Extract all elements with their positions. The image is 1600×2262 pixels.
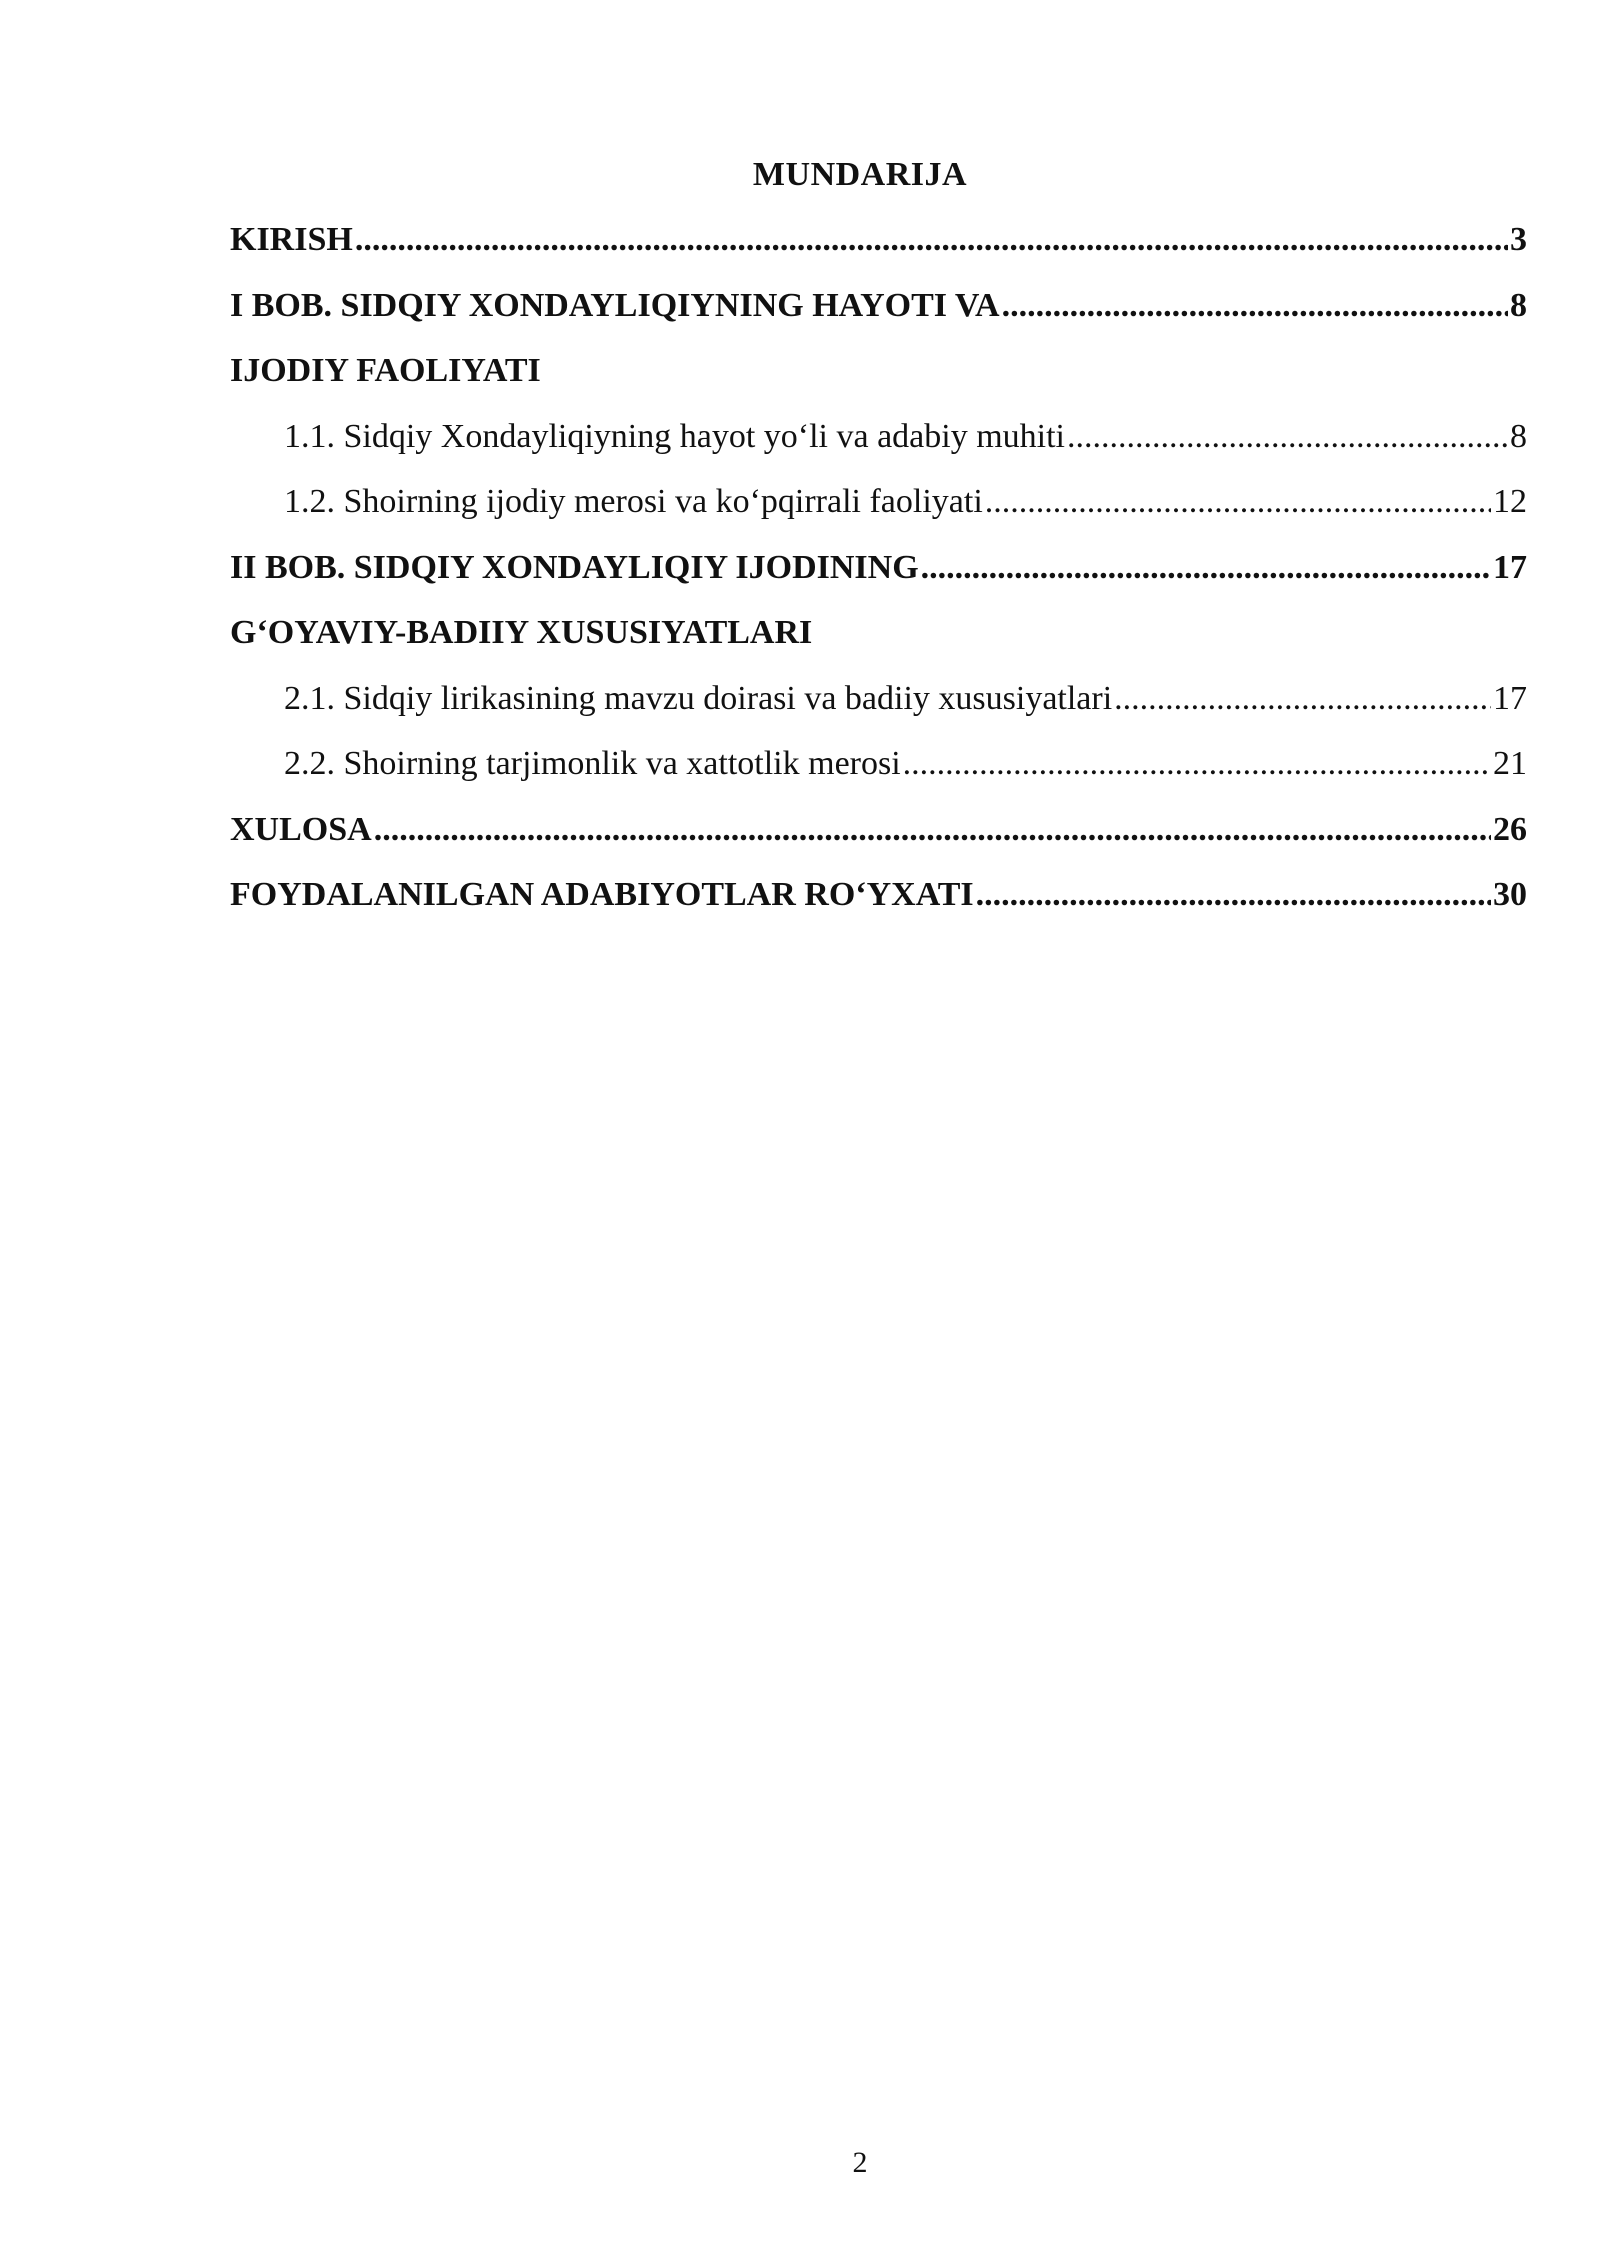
toc-entry-section-1-2 xyxy=(230,479,1527,545)
toc-entry-kirish xyxy=(230,217,1527,283)
toc-entry-label: II BOB. SIDQIY XONDAYLIQIY IJODINING xyxy=(230,548,919,586)
toc-entry-label: IJODIY FAOLIYATI xyxy=(230,352,541,389)
toc-entry-label: I BOB. SIDQIY XONDAYLIQIYNING HAYOTI VA xyxy=(230,286,1000,324)
toc-entry-label: 2.1. Sidqiy lirikasining mavzu doirasi va badiiy xususiyatlari xyxy=(284,679,1113,717)
toc-entry-page: 17 xyxy=(1493,679,1527,717)
toc-entry-chapter-1-continuation xyxy=(230,348,1527,414)
toc-entry-chapter-1 xyxy=(230,283,1527,349)
toc-entry-page: 17 xyxy=(1493,548,1527,586)
dot-leader xyxy=(921,545,1491,591)
toc-entry-label: 2.2. Shoirning tarjimonlik va xattotlik merosi xyxy=(284,745,901,782)
table-of-contents xyxy=(230,217,1527,938)
toc-entry-page: 21 xyxy=(1493,745,1527,782)
dot-leader xyxy=(985,479,1491,525)
toc-entry-label: 1.1. Sidqiy Xondayliqiyning hayot yo‘li va adabiy muhiti xyxy=(284,417,1065,455)
toc-entry-references xyxy=(230,872,1527,938)
toc-entry-page: 26 xyxy=(1493,810,1527,848)
toc-entry-page: 12 xyxy=(1493,483,1527,520)
toc-entry-page: 8 xyxy=(1510,417,1527,455)
toc-entry-label: XULOSA xyxy=(230,810,372,848)
dot-leader xyxy=(374,807,1491,853)
toc-entry-page: 30 xyxy=(1493,876,1527,913)
toc-entry-section-1-1 xyxy=(230,414,1527,480)
dot-leader xyxy=(1002,283,1508,329)
toc-entry-label: FOYDALANILGAN ADABIYOTLAR RO‘YXATI xyxy=(230,876,974,913)
dot-leader xyxy=(1114,676,1491,722)
dot-leader xyxy=(976,872,1491,918)
toc-entry-section-2-1 xyxy=(230,676,1527,742)
dot-leader xyxy=(903,741,1491,787)
dot-leader xyxy=(1067,414,1508,460)
toc-entry-page: 3 xyxy=(1510,221,1527,258)
toc-entry-label: 1.2. Shoirning ijodiy merosi va ko‘pqirrali faoliyati xyxy=(284,483,983,520)
toc-entry-xulosa xyxy=(230,807,1527,873)
dot-leader xyxy=(355,217,1508,263)
toc-entry-chapter-2 xyxy=(230,545,1527,611)
page-number: 2 xyxy=(852,2146,868,2179)
toc-entry-section-2-2 xyxy=(230,741,1527,807)
toc-entry-page: 8 xyxy=(1510,286,1527,324)
toc-title: MUNDARIJA xyxy=(752,156,968,193)
toc-entry-label: G‘OYAVIY-BADIIY XUSUSIYATLARI xyxy=(230,614,813,651)
toc-entry-label: KIRISH xyxy=(230,221,353,258)
toc-entry-chapter-2-continuation xyxy=(230,610,1527,676)
